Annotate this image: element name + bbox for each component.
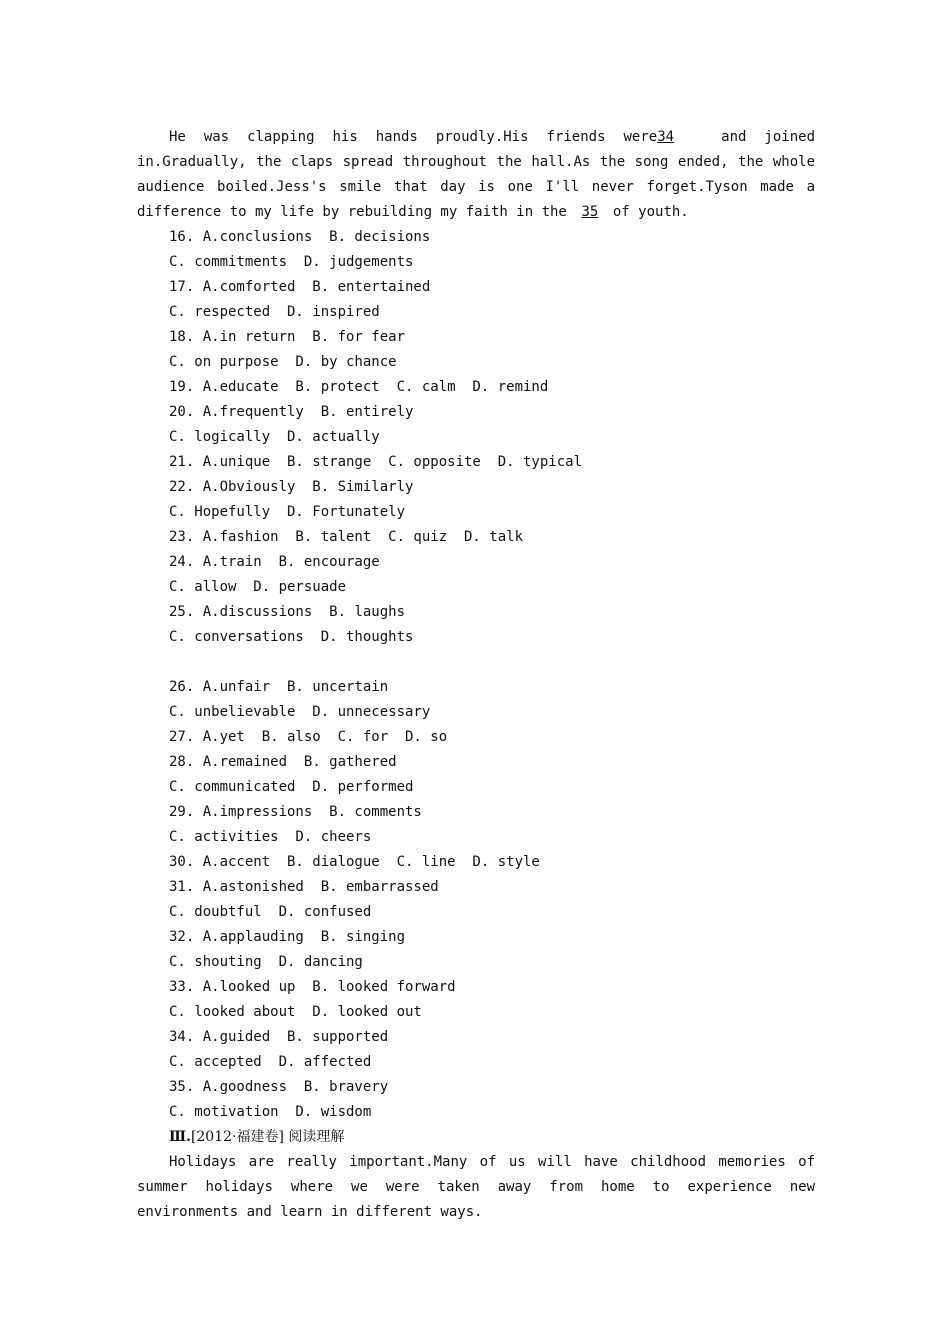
passage-1-line-2: in.Gradually, the claps spread throughout the hall.As the song ended, the whole	[137, 154, 815, 170]
passage-1-text: of youth.	[612, 204, 689, 220]
document-content	[137, 125, 815, 1225]
option-line: 21. A.unique B. strange C. opposite D. typical	[169, 454, 583, 470]
option-line: C. on purpose D. by chance	[169, 354, 397, 370]
option-line: 17. A.comforted B. entertained	[169, 279, 431, 295]
passage-1-line-1	[137, 125, 815, 150]
option-line: C. conversations D. thoughts	[169, 629, 414, 645]
option-line: C. allow D. persuade	[169, 579, 347, 595]
option-line: 23. A.fashion B. talent C. quiz D. talk	[169, 529, 524, 545]
option-line: 32. A.applauding B. singing	[169, 929, 406, 945]
option-line: 16. A.conclusions B. decisions	[169, 229, 431, 245]
passage-1-text: difference to my life by rebuilding my faith in the	[137, 204, 567, 220]
option-line: C. motivation D. wisdom	[169, 1104, 372, 1120]
option-line: C. unbelievable D. unnecessary	[169, 704, 431, 720]
option-line: C. activities D. cheers	[169, 829, 372, 845]
option-line: 31. A.astonished B. embarrassed	[169, 879, 439, 895]
option-line: 30. A.accent B. dialogue C. line D. style	[169, 854, 540, 870]
option-line: 28. A.remained B. gathered	[169, 754, 397, 770]
passage-2-line-3: environments and learn in different ways.	[137, 1204, 483, 1220]
option-line: 25. A.discussions B. laughs	[169, 604, 406, 620]
section-source-tag: [2012·福建卷]	[190, 1129, 284, 1145]
blank-34: 34	[657, 129, 675, 145]
option-line: 26. A.unfair B. uncertain	[169, 679, 389, 695]
passage-2	[137, 1150, 815, 1225]
options-list-1	[137, 225, 815, 650]
option-line: 20. A.frequently B. entirely	[169, 404, 414, 420]
options-list-2	[137, 675, 815, 1125]
option-line: 19. A.educate B. protect C. calm D. remind	[169, 379, 549, 395]
passage-1	[137, 125, 815, 225]
section-heading	[137, 1125, 815, 1150]
option-line: 33. A.looked up B. looked forward	[169, 979, 456, 995]
option-line: C. commitments D. judgements	[169, 254, 414, 270]
option-line: C. respected D. inspired	[169, 304, 380, 320]
passage-1-text: He was clapping his hands proudly.His friends were	[169, 129, 658, 145]
spacer	[137, 650, 815, 675]
option-line: C. shouting D. dancing	[169, 954, 363, 970]
blank-35: 35	[581, 204, 599, 220]
option-line: 22. A.Obviously B. Similarly	[169, 479, 414, 495]
option-line: C. Hopefully D. Fortunately	[169, 504, 406, 520]
option-line: 27. A.yet B. also C. for D. so	[169, 729, 448, 745]
passage-1-text: and joined	[721, 129, 815, 145]
option-line: C. logically D. actually	[169, 429, 380, 445]
option-line: C. looked about D. looked out	[169, 1004, 422, 1020]
option-line: 35. A.goodness B. bravery	[169, 1079, 389, 1095]
option-line: 34. A.guided B. supported	[169, 1029, 389, 1045]
option-line: C. accepted D. affected	[169, 1054, 372, 1070]
section-title: 阅读理解	[288, 1129, 345, 1145]
passage-2-line-1: Holidays are really important.Many of us will have childhood memories of	[169, 1154, 815, 1170]
option-line: C. communicated D. performed	[169, 779, 414, 795]
option-line: 29. A.impressions B. comments	[169, 804, 422, 820]
option-line: 24. A.train B. encourage	[169, 554, 380, 570]
option-line: 18. A.in return B. for fear	[169, 329, 406, 345]
passage-2-line-2: summer holidays where we were taken away from home to experience new	[137, 1179, 815, 1195]
option-line: C. doubtful D. confused	[169, 904, 372, 920]
passage-1-line-4	[137, 200, 815, 225]
passage-1-line-3: audience boiled.Jess's smile that day is one I'll never forget.Tyson made a	[137, 179, 815, 195]
section-numeral: Ⅲ.	[169, 1129, 191, 1145]
